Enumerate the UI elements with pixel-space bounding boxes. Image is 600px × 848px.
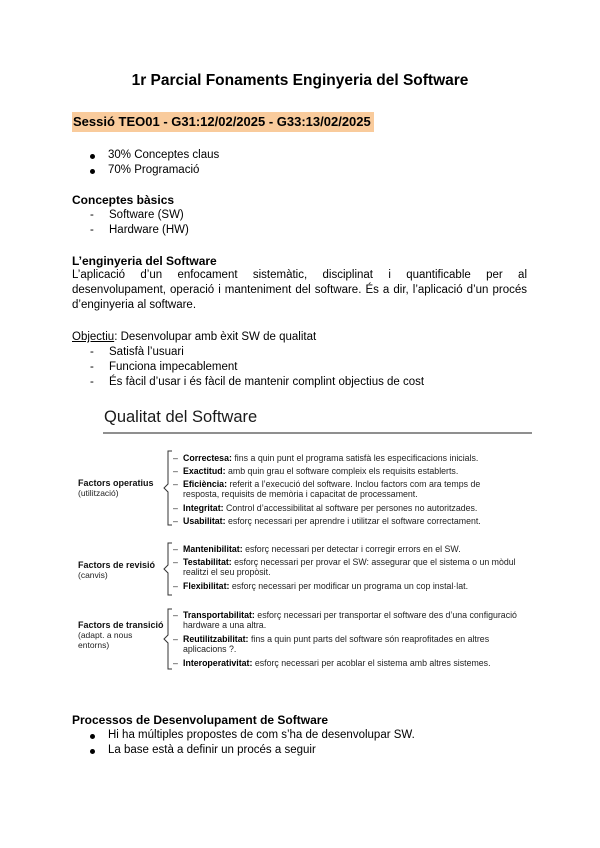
brace-icon	[163, 608, 173, 670]
figure-title: Qualitat del Software	[104, 408, 258, 426]
group-label: Factors de revisió (canvis)	[78, 560, 156, 580]
bullet-icon	[90, 734, 95, 739]
group-label: Factors de transició (adapt. a nous entorns)	[78, 620, 164, 650]
list-item: - Funciona impecablement	[90, 361, 238, 373]
processes-heading: Processos de Desenvolupament de Software	[72, 713, 329, 727]
quality-item: – Transportabilitat: esforç necessari per transportar el software des d’una configuració hardware a una altra.	[173, 610, 517, 630]
quality-item: – Interoperativitat: esforç necessari per acoblar el sistema amb altres sistemes.	[173, 658, 491, 668]
list-item: La base està a definir un procés a seguir	[72, 743, 415, 758]
list-item: - És fàcil d’usar i és fàcil de mantenir complint objectius de cost	[90, 376, 425, 388]
session-heading-highlighted: Sessió TEO01 - G31:12/02/2025 - G33:13/02/2025	[72, 112, 374, 132]
quality-item: – Reutilitzabilitat: fins a quin punt parts del software són reaprofitades en altres aplicacions ?.	[173, 634, 490, 654]
quality-item: – Exactitud: amb quin grau el software compleix els requisits establerts.	[173, 466, 459, 476]
list-item: Hi ha múltiples propostes de com s’ha de desenvolupar SW.	[72, 728, 415, 743]
quality-figure	[70, 408, 530, 680]
quality-item: – Flexibilitat: esforç necessari per modificar un programa un cop instal·lat.	[173, 581, 469, 591]
engineering-heading: L’enginyeria del Software	[72, 254, 217, 268]
figure-divider	[103, 432, 532, 434]
list-item: - Hardware (HW)	[90, 224, 189, 236]
bullet-icon	[90, 749, 95, 754]
objective-text: : Desenvolupar amb èxit SW de qualitat	[114, 331, 317, 343]
objective-line	[72, 330, 316, 345]
document-title: 1r Parcial Fonaments Enginyeria del Software	[131, 72, 469, 89]
list-item: 70% Programació	[72, 163, 219, 178]
quality-item: – Mantenibilitat: esforç necessari per detectar i corregir errors en el SW.	[173, 544, 461, 554]
quality-item: – Correctesa: fins a quin punt el programa satisfà les especificacions inicials.	[173, 453, 479, 463]
bullet-icon	[90, 169, 95, 174]
basics-heading: Conceptes bàsics	[72, 193, 175, 207]
processes-list	[72, 728, 415, 758]
list-item: - Satisfà l’usuari	[90, 346, 184, 358]
dash-icon: -	[90, 376, 94, 388]
brace-icon	[163, 542, 173, 596]
quality-item: – Eficiència: referit a l’execució del software. Inclou factors com ara temps de resposta, requisits de memòria i capacitat de processament.	[173, 479, 481, 499]
quality-item: – Integritat: Control d’accessibilitat al software per persones no autoritzades.	[173, 503, 478, 513]
brace-icon	[163, 450, 173, 526]
dash-icon: -	[90, 346, 94, 358]
weights-list	[72, 148, 219, 178]
basics-list	[72, 208, 189, 238]
quality-item: – Usabilitat: esforç necessari per aprendre i utilitzar el software correctament.	[173, 516, 481, 526]
engineering-paragraph: L’aplicació d’un enfocament sistemàtic, disciplinat i quantificable per al desenvolupament, operació i manteniment del software. És a dir, l’aplicació d’un procés d’enginyeria al software.	[72, 269, 527, 311]
dash-icon: -	[90, 361, 94, 373]
dash-icon: -	[90, 224, 94, 236]
group-label: Factors operatius (utilització)	[78, 478, 154, 498]
objective-list	[72, 345, 424, 390]
quality-item: – Testabilitat: esforç necessari per provar el SW: assegurar que el sistema o un mòdul realitzi el seu propòsit.	[173, 557, 516, 577]
list-item: 30% Conceptes claus	[72, 148, 219, 163]
objective-label: Objectiu	[72, 331, 115, 343]
bullet-icon	[90, 154, 95, 159]
list-item: - Software (SW)	[90, 209, 184, 221]
dash-icon: -	[90, 209, 94, 221]
